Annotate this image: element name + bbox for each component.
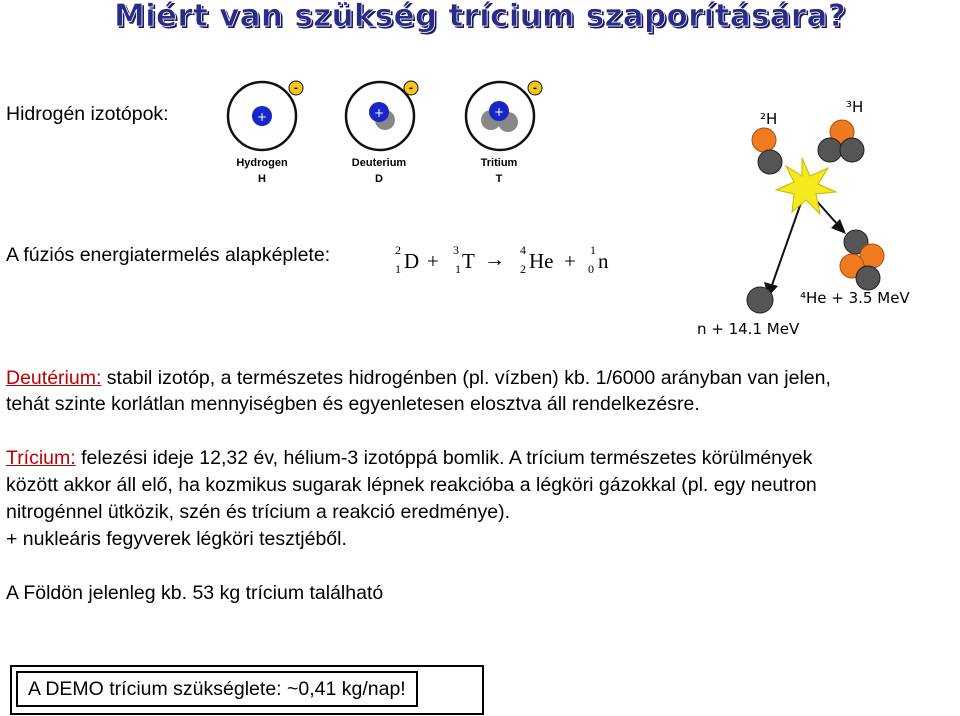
he-mass: 4 xyxy=(520,243,526,257)
deuterium-text-1: stabil izotóp, a természetes hidrogénben (pl. vízben) kb. 1/6000 arányban van jelen, xyxy=(101,367,831,389)
d-mass: 2 xyxy=(395,243,401,257)
tritium-paragraph-line1 xyxy=(6,445,812,471)
plus-2: + xyxy=(564,249,576,273)
earth-tritium-amount: A Földön jelenleg kb. 53 kg trícium található xyxy=(6,582,384,604)
tritium-diagram-label: ³H xyxy=(846,98,864,116)
tritium-text-1: felezési ideje 12,32 év, hélium-3 izotóppá bomlik. A trícium természetes körülmények xyxy=(75,447,813,469)
tritium-paragraph-line3: nitrogénnel ütközik, szén és trícium a reakció eredménye). xyxy=(6,501,510,523)
d-symbol: D xyxy=(404,249,420,273)
neutron-diagram-label: n + 14.1 MeV xyxy=(697,320,800,338)
svg-text:+: + xyxy=(256,110,268,124)
tritium-name: Tritium xyxy=(480,157,518,169)
neutron-icon xyxy=(747,287,773,313)
deuterium-diagram-label: ²H xyxy=(760,110,778,128)
t-mass: 3 xyxy=(453,243,459,257)
isotopes-label: Hidrogén izotópok: xyxy=(6,103,169,125)
d-charge: 1 xyxy=(395,262,401,276)
plus-1: + xyxy=(427,249,439,273)
he-symbol: He xyxy=(529,249,554,273)
n-symbol: n xyxy=(598,249,609,273)
fusion-flash-icon xyxy=(776,158,836,214)
deuterium-atom xyxy=(346,81,418,150)
helium-diagram-label: ⁴He + 3.5 MeV xyxy=(800,289,910,307)
svg-text:+: + xyxy=(493,105,505,119)
fusion-equation xyxy=(392,240,622,280)
reaction-arrow: → xyxy=(484,247,505,271)
tritium-atom xyxy=(466,81,542,150)
tritium-term: Trícium: xyxy=(6,447,76,469)
deuterium-symbol: D xyxy=(375,173,383,185)
n-charge: 0 xyxy=(588,262,594,276)
tritium-paragraph-line4: + nukleáris fegyverek légköri tesztjéből. xyxy=(6,528,347,550)
t-symbol: T xyxy=(462,249,475,273)
fusion-equation-label: A fúziós energiatermelés alapképlete: xyxy=(6,244,331,266)
n-mass: 1 xyxy=(590,243,596,257)
deuterium-paragraph-line1 xyxy=(6,365,831,391)
svg-text:-: - xyxy=(532,83,538,94)
deuterium-term: Deutérium: xyxy=(6,367,102,389)
he-charge: 2 xyxy=(520,262,526,276)
svg-text:-: - xyxy=(408,83,414,94)
demo-need-box: A DEMO trícium szükséglete: ~0,41 kg/nap! xyxy=(16,671,418,707)
deuterium-paragraph-line2: tehát szinte korlátlan mennyiségben és egyenletesen elosztva áll rendelkezésre. xyxy=(6,393,700,415)
tritium-symbol: T xyxy=(495,173,503,185)
svg-text:-: - xyxy=(293,83,299,94)
t-charge: 1 xyxy=(455,262,461,276)
deuterium-name: Deuterium xyxy=(351,157,407,169)
deuterium-nucleus-icon xyxy=(752,128,782,174)
tritium-paragraph-line2: között akkor áll elő, ha kozmikus sugarak lépnek reakcióba a légköri gázokkal (pl. egy neutron xyxy=(6,474,817,496)
page-title: Miért van szükség trícium szaporítására? xyxy=(113,0,847,34)
tritium-nucleus-icon xyxy=(818,120,864,162)
svg-text:+: + xyxy=(373,106,385,120)
helium-nucleus-icon xyxy=(840,230,884,290)
hydrogen-symbol: H xyxy=(258,173,266,185)
hydrogen-atom xyxy=(228,81,303,150)
hydrogen-name: Hydrogen xyxy=(236,157,288,169)
